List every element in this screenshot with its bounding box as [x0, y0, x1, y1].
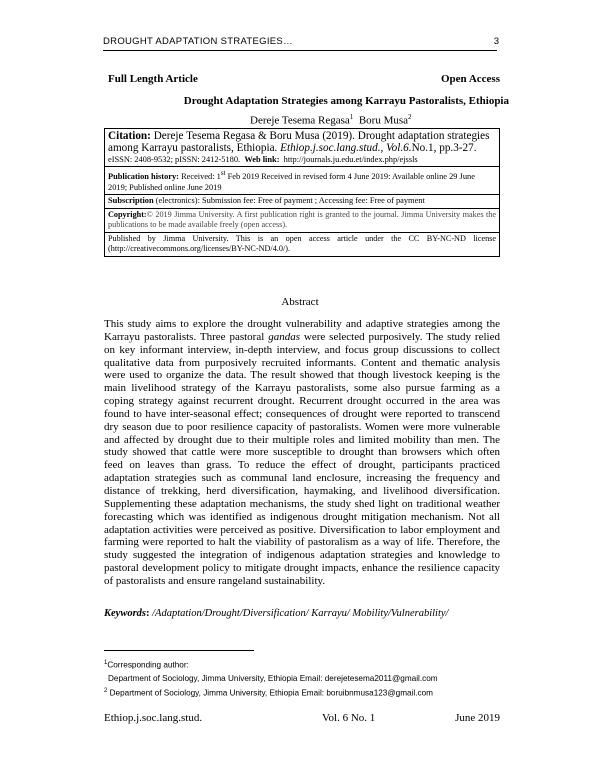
keywords-colon: : — [146, 608, 153, 619]
author-1: Dereje Tesema Regasa — [250, 114, 350, 127]
license-info: Published by Jimma University. This is an open access article under the CC BY-NC-ND license (http://creativecommons.org/licenses/BY-NC-ND/4.0/). — [108, 233, 496, 254]
footnote-2-text: Department of Sociology, Jimma University, Ethiopia Email: boruibnmusa123@gmail.com — [107, 688, 433, 698]
copyright-text: © 2019 Jimma University. A first publication right is granted to the journal. Jimma University makes the publications to be made available freely (open access). — [108, 209, 496, 230]
article-title: Drought Adaptation Strategies among Karrayu Pastoralists, Ethiopia — [183, 95, 509, 107]
article-info-box — [104, 128, 500, 257]
access-label: Open Access — [441, 73, 500, 85]
author-2-mark: 2 — [408, 113, 412, 121]
running-header-title: DROUGHT ADAPTATION STRATEGIES… — [103, 36, 293, 47]
subscription-label: Subscription — [108, 196, 154, 206]
abstract-part-1: This study aims to explore the drought vulnerability and adaptive strategies among the Karrayu pastoralists. Three pastoral — [104, 318, 500, 343]
author-1-mark: 1 — [349, 113, 354, 121]
running-header — [103, 36, 497, 51]
footnote-1-text: Department of Sociology, Jimma University, Ethiopia Email: derejetesema2011@gmail.com — [108, 673, 438, 683]
history-received: Received: 1 — [178, 172, 221, 182]
history-text: Feb 2019 Received in revised form 4 June 2019: Available online 29 June 2019; Published online June 2019 — [108, 172, 475, 192]
citation-section — [105, 129, 499, 167]
issn-line — [108, 155, 496, 166]
author-line — [250, 113, 412, 127]
footnote-1-label: Corresponding author: — [107, 660, 189, 670]
footnote-1-mark: 1 — [104, 660, 108, 666]
history-label: Publication history: — [108, 172, 179, 182]
copyright-info — [105, 209, 499, 233]
keywords-label: Keywords — [104, 608, 146, 619]
keywords-line — [104, 608, 448, 619]
issn: eISSN: 2408-9532; pISSN: 2412-5180. — [108, 154, 241, 164]
footnote-rule — [104, 650, 254, 651]
footnotes — [104, 657, 504, 699]
footnote-1-label-line — [104, 657, 504, 672]
footnote-2-line — [104, 685, 504, 700]
citation-journal: Ethiop.j.soc.lang.stud., Vol.6. — [280, 142, 412, 155]
subscription-text: (electronics): Submission fee: Free of payment ; Accessing fee: Free of payment — [153, 196, 425, 206]
citation-label: Citation: — [108, 130, 151, 142]
citation-text — [108, 130, 496, 155]
abstract-body — [104, 318, 500, 588]
page-footer — [104, 712, 500, 724]
keywords-list: /Adaptation/Drought/Diversification/ Karrayu/ Mobility/Vulnerability/ — [152, 608, 449, 619]
history-sup: st — [220, 169, 226, 178]
subscription-info — [105, 195, 499, 209]
author-2: Boru Musa — [358, 114, 409, 127]
footer-volume: Vol. 6 No. 1 — [322, 712, 376, 724]
citation-body: Dereje Tesema Regasa & Boru Musa (2019). Drought adaptation strategies among Karrayu pastoralists, Ethiopia. — [108, 130, 490, 155]
article-type: Full Length Article — [108, 73, 198, 85]
abstract-part-2: were selected purposively. The study relied on key informant interview, in-depth interview, and focus group discussions to collect qualitative data from purposively recruited informants. Content and thematic analysis were used to organize the data. The result showed that though livestock keeping is the main livelihood strategy of the Karrayu pastoralists, some also pursue farming as a coping strategy against recurrent drought. Recurrent drought occurred in the area was found to have inter-seasonal effect; consequences of drought were reported to transcend dry season due to poor resilience capacity of pastoralists. Women were more vulnerable and affected by drought due to their multiple roles and limited mobility than men. The study showed that cattle were more susceptible to drought than browsers which often feed on leaves than grass. To reduce the effect of drought, participants practiced adaptation strategies such as communal land enclosure, increasing the frequency and distance of trekking, herd diversification, haymaking, and livelihood diversification. Supplementing these adaptation mechanisms, the study shed light on traditional weather forecasting which was identified as indigenous drought mitigation mechanism. Not all adaptation activities were perceived as positive. Diversification to labor employment and farming were reported to halt the viability of pastoralism as a way of life. Therefore, the study suggested the integration of indigenous adaptation strategies and knowledge to pastoral development policy to mitigate drought impacts, enhance the resilience capacity of pastoralists and ensure rangeland sustainability. — [104, 330, 500, 587]
footnote-2-mark: 2 — [104, 687, 108, 694]
weblink-label: Web link: — [244, 154, 280, 164]
abstract-heading: Abstract — [281, 296, 319, 308]
citation-issue: No.1, pp.3-27. — [411, 142, 477, 155]
copyright-label: Copyright: — [108, 209, 147, 219]
footer-journal: Ethiop.j.soc.lang.stud. — [104, 712, 203, 724]
abstract-gandas: gandas — [268, 330, 300, 343]
footer-date: June 2019 — [455, 712, 500, 724]
publication-history — [105, 167, 499, 195]
page-number: 3 — [493, 36, 499, 47]
journal-weblink[interactable]: http://journals.ju.edu.et/index.php/ejssls — [283, 154, 418, 164]
